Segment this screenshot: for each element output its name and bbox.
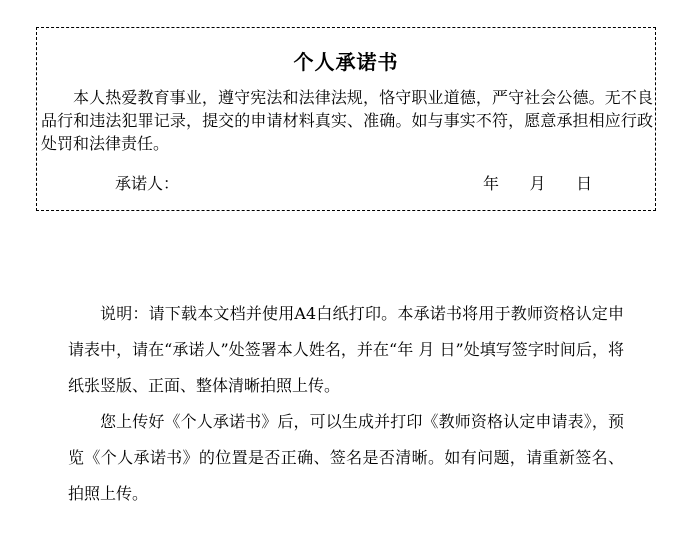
instructions <box>68 296 624 512</box>
signature-label: 承诺人： <box>115 174 180 193</box>
date-year: 年 <box>483 174 500 193</box>
pledge-box <box>36 27 656 211</box>
pledge-title: 个人承诺书 <box>293 50 399 74</box>
date-day: 日 <box>576 174 593 193</box>
instructions-paragraph-1: 说明：请下载本文档并使用A4白纸打印。本承诺书将用于教师资格认定申请表中，请在“承诺人”处签署本人姓名，并在“年 月 日”处填写签字时间后，将纸张竖版、正面、整体清晰拍照上传。 <box>68 304 624 395</box>
pledge-body: 本人热爱教育事业，遵守宪法和法律法规，恪守职业道德，严守社会公德。无不良品行和违法犯罪记录，提交的申请材料真实、准确。如与事实不符，愿意承担相应行政处罚和法律责任。 <box>41 88 653 153</box>
instructions-paragraph-2: 您上传好《个人承诺书》后，可以生成并打印《教师资格认定申请表》，预览《个人承诺书》的位置是否正确、签名是否清晰。如有问题，请重新签名、拍照上传。 <box>68 412 624 503</box>
date-month: 月 <box>529 174 546 193</box>
date-line <box>483 173 592 195</box>
